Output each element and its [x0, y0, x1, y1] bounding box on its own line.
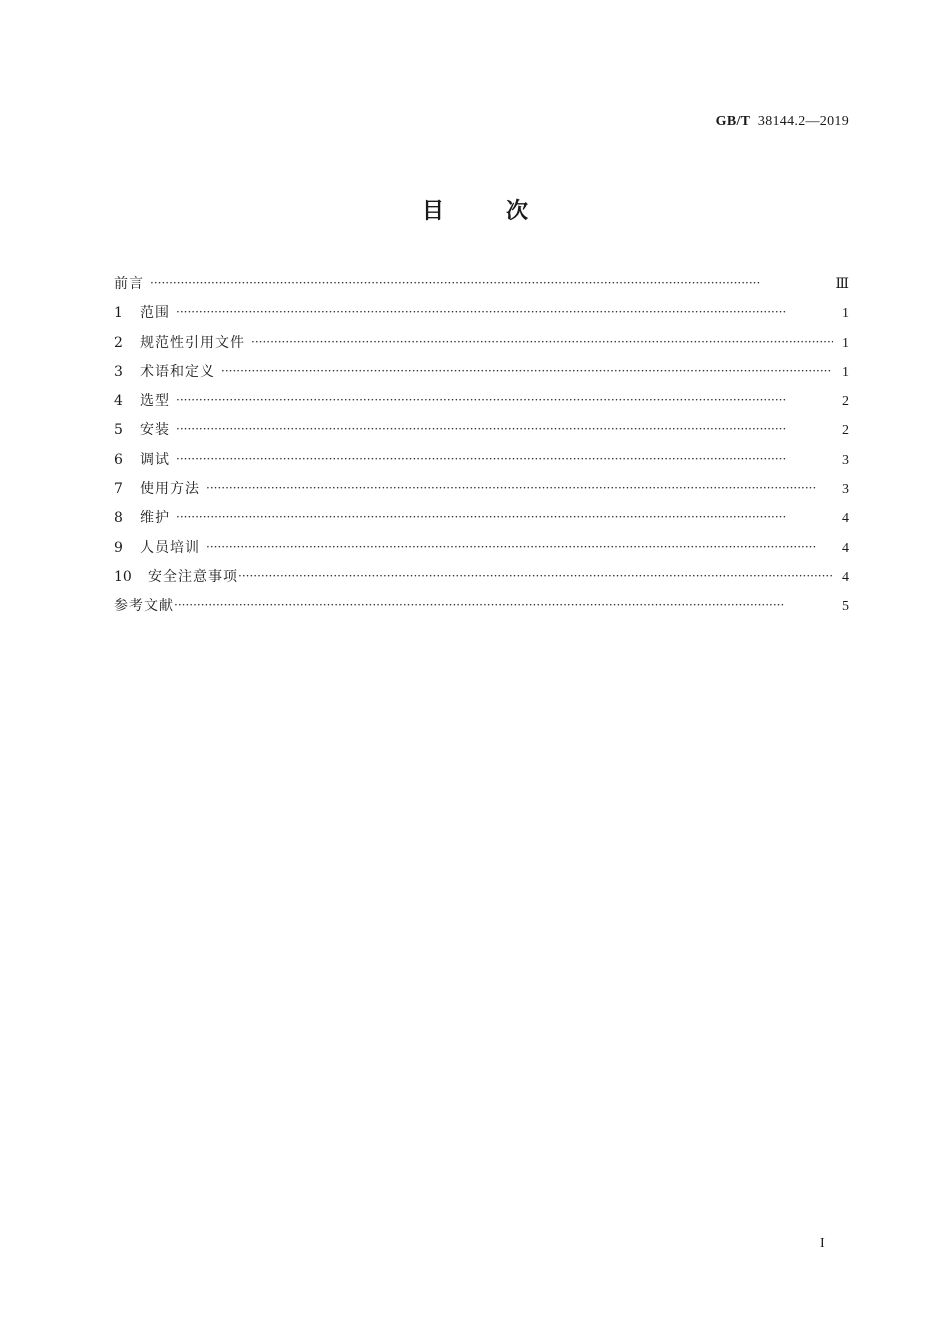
toc-entry-2[interactable] — [114, 332, 849, 361]
toc-entry-label: 安全注意事项 — [148, 568, 238, 585]
toc-leader-dots — [174, 598, 833, 612]
toc-entry-label: 使用方法 — [140, 481, 200, 498]
toc-leader-dots — [176, 422, 833, 436]
toc-entry-7[interactable] — [114, 478, 849, 507]
document-code — [716, 114, 849, 130]
toc-entry-1[interactable] — [114, 302, 849, 331]
toc-leader-dots — [176, 510, 833, 524]
toc-leader-dots — [176, 393, 833, 407]
toc-leader-dots — [206, 481, 833, 495]
page-number: I — [820, 1236, 825, 1251]
toc-entry-10[interactable] — [114, 566, 849, 595]
toc-leader-dots — [206, 540, 833, 554]
toc-entry-page: 4 — [842, 511, 849, 527]
toc-entry-number: 6 — [114, 451, 123, 468]
toc-entry-number: 7 — [114, 481, 123, 498]
toc-entry-page: 3 — [842, 452, 849, 468]
toc-entry-3[interactable] — [114, 361, 849, 390]
document-number: 38144.2—2019 — [757, 114, 849, 129]
toc-entry-number: 3 — [114, 363, 123, 380]
toc-entry-page: 1 — [842, 306, 849, 322]
toc-entry-5[interactable] — [114, 419, 849, 448]
toc-entry-number: 9 — [114, 539, 123, 556]
toc-entry-number: 10 — [114, 568, 132, 585]
toc-leader-dots — [150, 276, 829, 290]
toc-entry-page: 3 — [842, 482, 849, 498]
toc-entry-number: 8 — [114, 510, 123, 527]
toc-entry-page: 2 — [842, 394, 849, 410]
toc-entry-8[interactable] — [114, 507, 849, 536]
toc-entry-6[interactable] — [114, 449, 849, 478]
toc-entry-label: 维护 — [140, 510, 170, 527]
toc-entry-page: 5 — [842, 599, 849, 615]
toc-entry-label: 选型 — [140, 393, 170, 410]
table-of-contents — [114, 273, 849, 625]
toc-entry-page: 2 — [842, 423, 849, 439]
toc-entry-foreword[interactable] — [114, 273, 849, 302]
toc-entry-number: 5 — [114, 422, 123, 439]
toc-entry-page: 1 — [842, 364, 849, 380]
toc-entry-label: 调试 — [140, 451, 170, 468]
toc-entry-9[interactable] — [114, 537, 849, 566]
toc-entry-label: 参考文献 — [114, 598, 174, 615]
toc-entry-number: 2 — [114, 334, 123, 351]
toc-leader-dots — [221, 364, 833, 378]
toc-entry-page: Ⅲ — [835, 277, 849, 292]
toc-entry-label: 人员培训 — [140, 539, 200, 556]
page-title: 目次 — [421, 199, 590, 224]
toc-entry-page: 4 — [842, 569, 849, 585]
toc-entry-label: 前言 — [114, 276, 144, 292]
toc-leader-dots — [176, 305, 833, 319]
toc-entry-bibliography[interactable] — [114, 595, 849, 624]
toc-entry-number: 4 — [114, 393, 123, 410]
toc-entry-label: 安装 — [140, 422, 170, 439]
toc-entry-label: 术语和定义 — [140, 363, 215, 380]
toc-entry-4[interactable] — [114, 390, 849, 419]
toc-leader-dots — [251, 335, 833, 349]
toc-entry-label: 范围 — [140, 305, 170, 322]
document-prefix: GB/T — [715, 114, 751, 129]
toc-leader-dots — [176, 452, 833, 466]
toc-entry-number: 1 — [114, 305, 123, 322]
toc-leader-dots — [238, 569, 833, 583]
toc-entry-label: 规范性引用文件 — [140, 334, 245, 351]
toc-entry-page: 4 — [842, 540, 849, 556]
toc-entry-page: 1 — [842, 335, 849, 351]
